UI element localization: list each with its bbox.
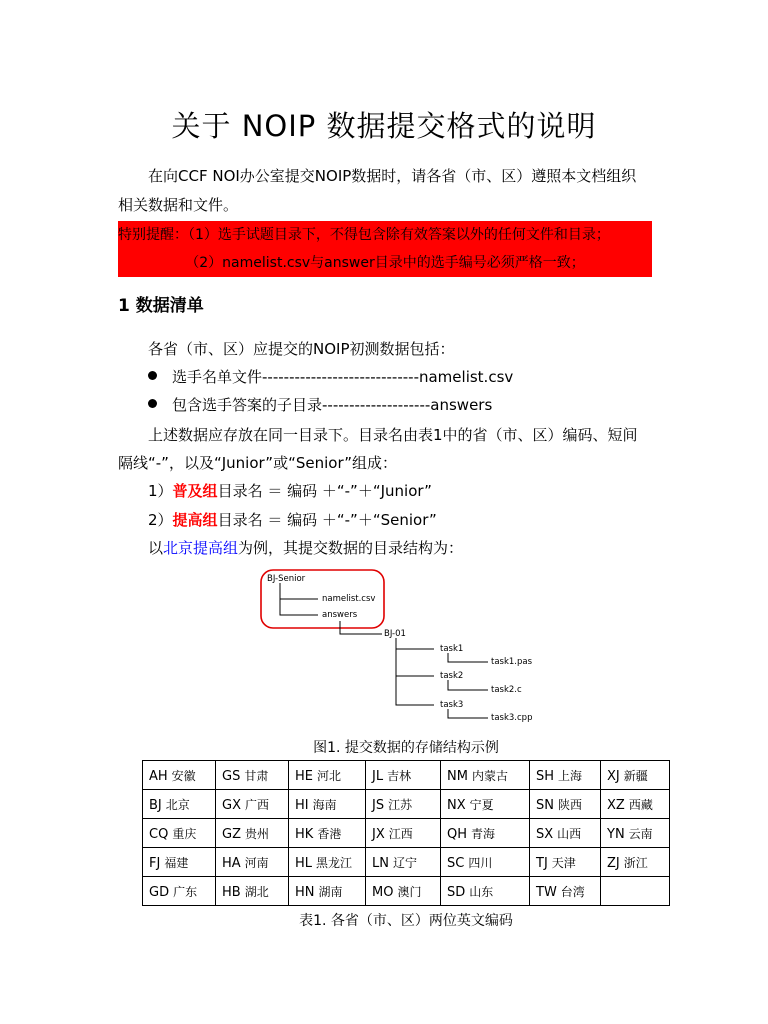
province-code: NM [447,768,468,784]
tree-node-task2: task2 [440,671,464,681]
province-code: TJ [536,855,548,871]
province-name: 天津 [551,855,576,870]
example-link: 北京提高组 [163,539,239,557]
table-cell [601,761,670,790]
province-name: 新疆 [623,768,648,783]
table-cell [366,848,441,877]
province-name: 甘肃 [244,768,269,783]
table-cell [441,761,530,790]
province-code: XJ [607,768,620,784]
province-code: YN [607,826,625,842]
province-name: 西藏 [628,797,653,812]
table-cell [441,848,530,877]
province-code: HB [222,884,241,900]
table-row [143,877,670,906]
directory-tree-diagram [258,566,558,728]
province-name: 陕西 [557,797,582,812]
province-name: 广西 [244,797,269,812]
province-name: 宁夏 [469,797,494,812]
province-name: 广东 [173,884,198,899]
province-code: GS [222,768,241,784]
table-cell [601,790,670,819]
table-cell [143,761,216,790]
bullet-dashes: ----------------------------- [262,368,419,386]
bullet-value: answers [430,396,493,414]
bullet-label: 包含选手答案的子目录 [172,396,323,414]
table-cell [366,761,441,790]
province-code: JX [372,826,385,842]
page-title: 关于 NOIP 数据提交格式的说明 [171,109,597,143]
table-cell [143,848,216,877]
province-code: HI [295,797,309,813]
province-code: SX [536,826,554,842]
table-cell [601,819,670,848]
section-heading: 1 数据清单 [118,296,204,316]
table-row [143,819,670,848]
tree-node-answers: answers [322,610,358,620]
province-code: HK [295,826,314,842]
province-name: 山东 [469,884,494,899]
example-prefix: 以 [148,539,164,557]
province-name: 河南 [244,855,269,870]
province-code: HE [295,768,313,784]
notice-text-1: 特别提醒：（1）选手试题目录下，不得包含除有效答案以外的任何文件和目录； [118,227,610,243]
province-name: 云南 [628,826,653,841]
province-code: XZ [607,797,625,813]
intro-line-1: 在向CCF NOI办公室提交NOIP数据时，请各省（市、区）遵照本文档组织 [148,167,637,185]
bullet-label: 选手名单文件 [172,368,263,386]
table-cell [601,877,670,906]
tree-node-bj01: BJ-01 [384,629,406,639]
notice-text-2: （2）namelist.csv与answer目录中的选手编号必须严格一致； [185,255,585,271]
table-cell [366,819,441,848]
notice-bar-1 [118,221,652,249]
table-row [143,848,670,877]
province-name: 辽宁 [392,855,417,870]
paragraph-line-1: 上述数据应存放在同一目录下。目录名由表1中的省（市、区）编码、短间 [148,426,638,444]
province-name: 湖南 [318,884,343,899]
table-cell [289,761,366,790]
paragraph-line-2: 隔线“-”，以及“Junior”或“Senior”组成： [118,454,398,472]
province-code: GX [222,797,241,813]
province-code: SN [536,797,554,813]
province-code: ZJ [607,855,620,871]
table-row [143,790,670,819]
province-name: 河北 [317,768,342,783]
notice-bar-2 [118,249,652,277]
bullet-value: namelist.csv [418,368,514,386]
table-cell [289,790,366,819]
province-name: 安徽 [171,768,196,783]
table-cell [441,790,530,819]
tree-node-task3: task3 [440,700,464,710]
rule-group: 普及组 [172,482,218,500]
province-name: 海南 [312,797,337,812]
province-code: AH [149,768,168,784]
example-suffix: 为例，其提交数据的目录结构为： [238,539,464,557]
province-name: 黑龙江 [316,855,353,870]
province-code: TW [536,884,557,900]
province-code: SC [447,855,465,871]
province-name: 青海 [471,826,496,841]
table-cell [530,848,601,877]
rule-number: 1） [148,482,173,500]
rule-text: 目录名 ＝ 编码 ＋“-”＋“Senior” [217,511,437,529]
table-cell [143,819,216,848]
bullet-icon [148,371,157,380]
province-name: 上海 [558,768,583,783]
province-code: CQ [149,826,169,842]
province-name: 台湾 [560,884,585,899]
rule-senior [148,506,437,535]
rule-number: 2） [148,511,173,529]
table-cell [143,790,216,819]
province-code: HA [222,855,241,871]
province-name: 浙江 [623,855,648,870]
province-code: SD [447,884,466,900]
list-item [148,363,513,392]
province-code: LN [372,855,389,871]
table-cell [216,877,289,906]
province-name: 江西 [388,826,413,841]
province-code: JS [372,797,385,813]
table-cell [143,877,216,906]
section-lead: 各省（市、区）应提交的NOIP初测数据包括： [148,340,455,358]
province-code: JL [372,768,384,784]
table-cell [441,819,530,848]
province-code: HL [295,855,313,871]
tree-node-task3-file: task3.cpp [491,713,533,723]
province-name: 福建 [164,855,189,870]
province-name: 内蒙古 [471,768,508,783]
tree-node-root: BJ-Senior [267,574,306,584]
province-name: 吉林 [387,768,412,783]
example-line [148,534,463,563]
table-cell [441,877,530,906]
province-name: 山西 [557,826,582,841]
table-caption: 表1. 各省（市、区）两位英文编码 [299,913,513,929]
table-row [143,761,670,790]
province-code: GD [149,884,170,900]
province-name: 江苏 [388,797,413,812]
province-name: 北京 [165,797,190,812]
table-cell [601,848,670,877]
province-code: NX [447,797,466,813]
province-code: HN [295,884,315,900]
province-name: 重庆 [172,826,197,841]
table-cell [216,790,289,819]
province-code: FJ [149,855,161,871]
table-cell [530,761,601,790]
province-code: GZ [222,826,241,842]
tree-node-namelist: namelist.csv [322,594,376,604]
table-cell [216,819,289,848]
table-cell [216,761,289,790]
table-cell [289,819,366,848]
province-code: QH [447,826,468,842]
table-cell [530,790,601,819]
table-cell [289,848,366,877]
tree-node-task2-file: task2.c [491,685,522,695]
province-code-table [142,760,670,906]
table-cell [216,848,289,877]
table-cell [289,877,366,906]
tree-node-task1: task1 [440,644,464,654]
rule-text: 目录名 ＝ 编码 ＋“-”＋“Junior” [217,482,432,500]
province-name: 香港 [317,826,342,841]
intro-line-2: 相关数据和文件。 [118,196,239,214]
province-name: 贵州 [244,826,269,841]
province-name: 湖北 [244,884,269,899]
table-cell [366,877,441,906]
province-code: SH [536,768,555,784]
bullet-icon [148,399,157,408]
province-name: 四川 [468,855,493,870]
tree-node-task1-file: task1.pas [491,657,533,667]
province-code: BJ [149,797,162,813]
province-code: MO [372,884,394,900]
table-cell [366,790,441,819]
rule-group: 提高组 [172,511,218,529]
figure-caption: 图1. 提交数据的存储结构示例 [313,740,499,756]
rule-junior [148,477,432,506]
table-cell [530,819,601,848]
province-name: 澳门 [397,884,422,899]
bullet-dashes: -------------------- [322,396,431,414]
list-item [148,391,492,420]
table-cell [530,877,601,906]
